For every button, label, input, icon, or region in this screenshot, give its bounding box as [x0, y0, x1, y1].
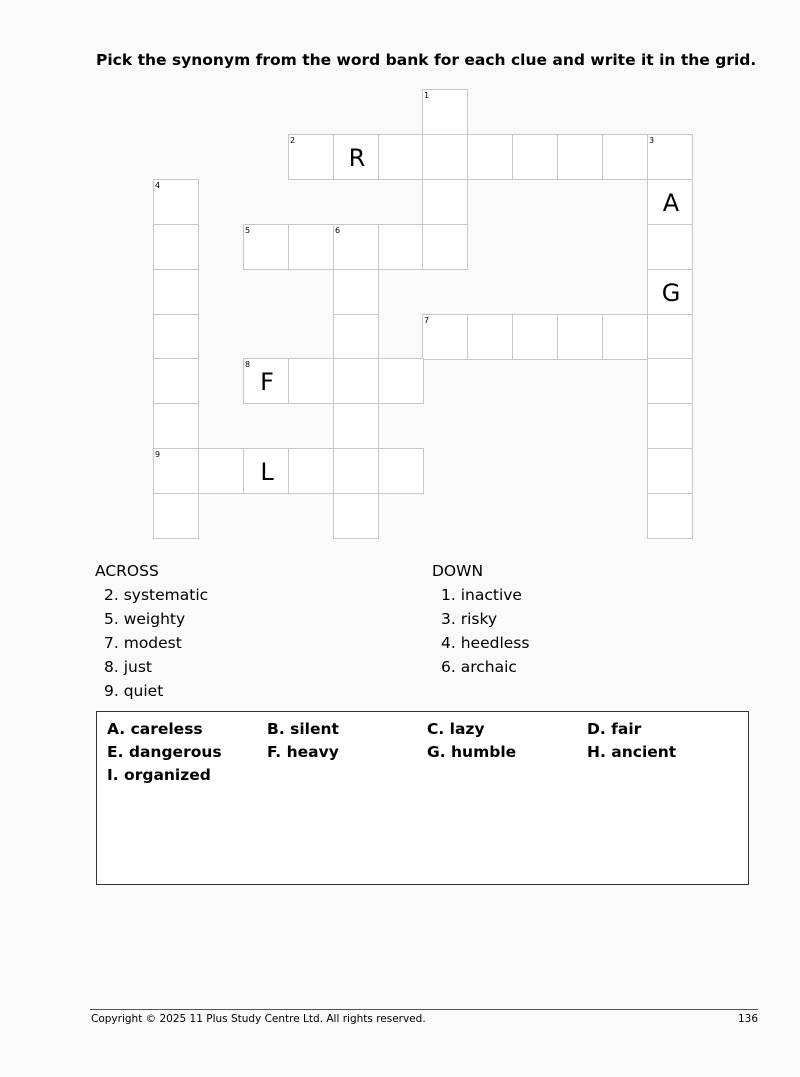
grid-cell[interactable] — [153, 224, 199, 270]
given-letter: F — [260, 368, 274, 396]
grid-cell[interactable] — [288, 134, 334, 180]
grid-cell[interactable] — [557, 314, 603, 360]
across-clue: 8. just — [104, 658, 152, 676]
across-clue: 5. weighty — [104, 610, 186, 628]
footer-divider — [90, 1009, 758, 1010]
grid-cell[interactable] — [333, 403, 379, 449]
grid-cell[interactable] — [198, 448, 244, 494]
word-bank-item: G. humble — [427, 743, 517, 761]
grid-cell[interactable] — [333, 269, 379, 315]
grid-cell[interactable] — [153, 493, 199, 539]
across-clue: 7. modest — [104, 634, 182, 652]
across-clue: 9. quiet — [104, 682, 164, 700]
grid-cell[interactable] — [467, 134, 513, 180]
given-letter: L — [260, 458, 274, 486]
clue-number: 1 — [424, 91, 430, 100]
given-letter: G — [661, 279, 681, 307]
grid-cell[interactable] — [647, 269, 693, 315]
given-letter: A — [662, 189, 680, 217]
grid-cell[interactable] — [647, 358, 693, 404]
grid-cell[interactable] — [243, 448, 289, 494]
down-clue: 1. inactive — [441, 586, 522, 604]
word-bank-item: D. fair — [587, 720, 642, 738]
grid-cell[interactable] — [647, 314, 693, 360]
grid-cell[interactable] — [153, 448, 199, 494]
grid-cell[interactable] — [288, 358, 334, 404]
word-bank-item: A. careless — [107, 720, 203, 738]
word-bank — [96, 711, 749, 885]
grid-cell[interactable] — [512, 134, 558, 180]
grid-cell[interactable] — [557, 134, 603, 180]
down-clue: 4. heedless — [441, 634, 530, 652]
down-heading: DOWN — [432, 562, 484, 580]
clue-number: 4 — [155, 181, 161, 190]
clue-number: 8 — [245, 360, 251, 369]
word-bank-item: I. organized — [107, 766, 211, 784]
clue-number: 5 — [245, 226, 251, 235]
grid-cell[interactable] — [378, 134, 424, 180]
grid-cell[interactable] — [467, 314, 513, 360]
grid-cell[interactable] — [647, 448, 693, 494]
grid-cell[interactable] — [153, 403, 199, 449]
grid-cell[interactable] — [153, 269, 199, 315]
grid-cell[interactable] — [333, 134, 379, 180]
grid-cell[interactable] — [333, 493, 379, 539]
clue-number: 7 — [424, 316, 430, 325]
instruction-heading: Pick the synonym from the word bank for each clue and write it in the grid. — [96, 51, 757, 69]
grid-cell[interactable] — [378, 358, 424, 404]
down-clues — [432, 559, 529, 679]
page-number: 136 — [737, 1013, 758, 1025]
grid-cell[interactable] — [243, 224, 289, 270]
grid-cell[interactable] — [422, 179, 468, 225]
grid-cell[interactable] — [647, 134, 693, 180]
given-letter: R — [348, 144, 366, 172]
grid-cell[interactable] — [288, 448, 334, 494]
grid-cell[interactable] — [333, 358, 379, 404]
grid-cell[interactable] — [243, 358, 289, 404]
grid-cell[interactable] — [647, 493, 693, 539]
word-bank-item: H. ancient — [587, 743, 677, 761]
grid-cell[interactable] — [422, 134, 468, 180]
grid-cell[interactable] — [602, 314, 648, 360]
grid-cell[interactable] — [602, 134, 648, 180]
clue-number: 6 — [335, 226, 341, 235]
grid-cell[interactable] — [153, 358, 199, 404]
grid-cell[interactable] — [647, 179, 693, 225]
grid-cell[interactable] — [333, 314, 379, 360]
grid-cell[interactable] — [422, 314, 468, 360]
down-clue: 3. risky — [441, 610, 498, 628]
across-clues — [95, 559, 208, 703]
copyright-notice: Copyright © 2025 11 Plus Study Centre Ltd. All rights reserved. — [91, 1013, 426, 1025]
grid-cell[interactable] — [647, 224, 693, 270]
grid-cell[interactable] — [378, 448, 424, 494]
word-bank-item: B. silent — [267, 720, 339, 738]
word-bank-item: E. dangerous — [107, 743, 222, 761]
word-bank-item: C. lazy — [427, 720, 485, 738]
clue-number: 2 — [290, 136, 296, 145]
grid-cell[interactable] — [422, 89, 468, 135]
grid-cell[interactable] — [333, 448, 379, 494]
grid-cell[interactable] — [288, 224, 334, 270]
grid-cell[interactable] — [153, 314, 199, 360]
grid-cell[interactable] — [647, 403, 693, 449]
grid-cell[interactable] — [153, 179, 199, 225]
clue-number: 3 — [649, 136, 655, 145]
grid-cell[interactable] — [333, 224, 379, 270]
across-clue: 2. systematic — [104, 586, 209, 604]
grid-cell[interactable] — [422, 224, 468, 270]
grid-cell[interactable] — [512, 314, 558, 360]
grid-cell[interactable] — [378, 224, 424, 270]
down-clue: 6. archaic — [441, 658, 517, 676]
word-bank-item: F. heavy — [267, 743, 339, 761]
across-heading: ACROSS — [95, 562, 159, 580]
clue-number: 9 — [155, 450, 161, 459]
